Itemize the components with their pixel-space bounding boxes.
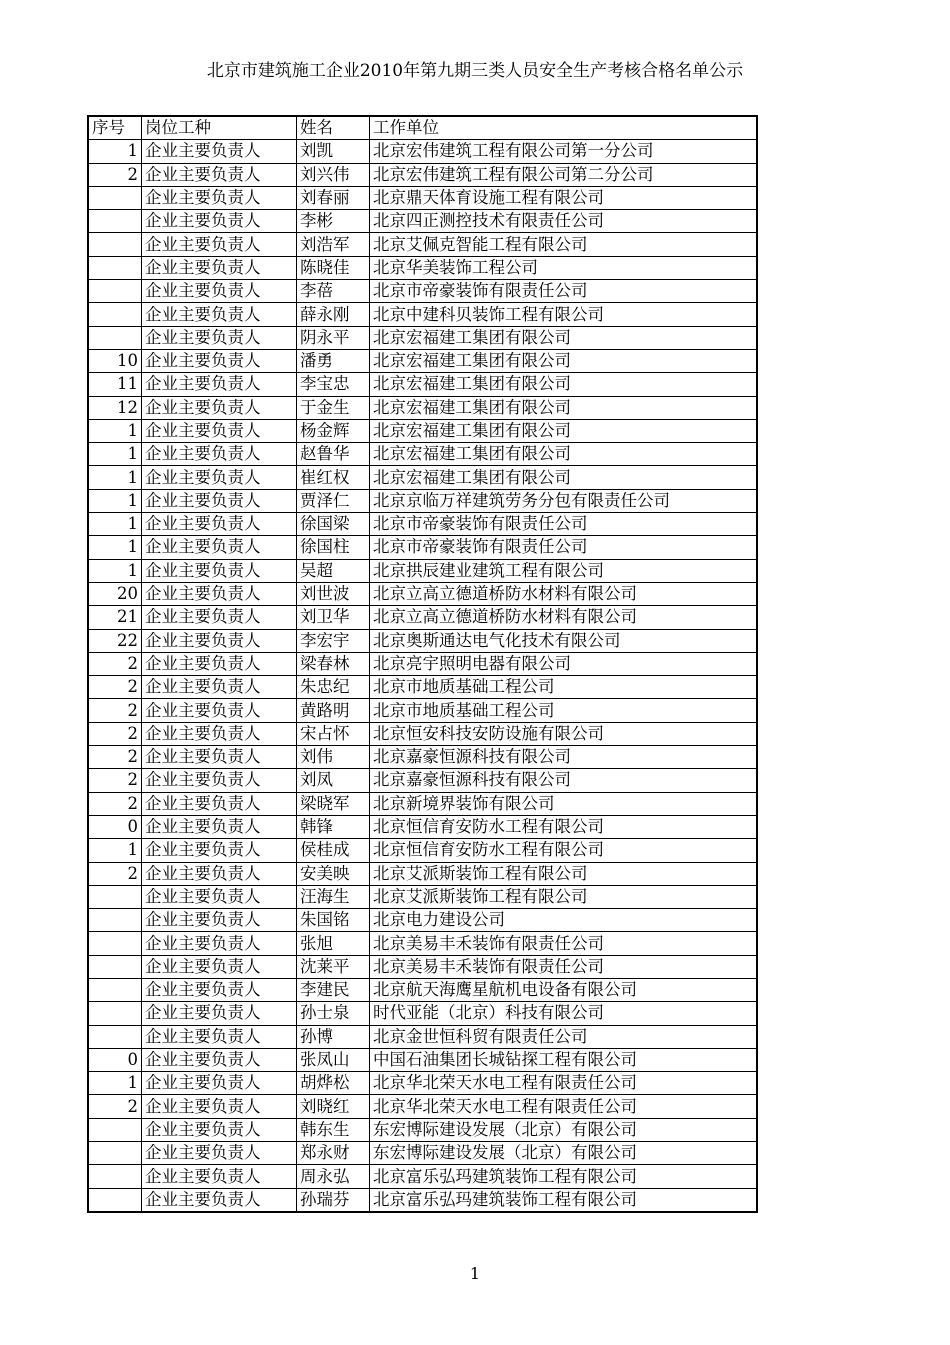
row-name: 刘世波: [297, 582, 370, 605]
table-header-row: [88, 116, 757, 140]
row-name: 徐国柱: [297, 536, 370, 559]
table-row: [88, 676, 757, 699]
table-row: [88, 536, 757, 559]
row-no: [88, 1165, 142, 1188]
row-position: 企业主要负责人: [142, 210, 297, 233]
row-name: 刘卫华: [297, 606, 370, 629]
row-no: [88, 256, 142, 279]
row-name: 潘勇: [297, 349, 370, 372]
row-name: 周永弘: [297, 1165, 370, 1188]
row-unit: 北京市帝豪装饰有限责任公司: [370, 536, 758, 559]
row-unit: 北京鼎天体育设施工程有限公司: [370, 186, 758, 209]
row-no: 2: [88, 676, 142, 699]
row-no: 1: [88, 1072, 142, 1095]
row-no: 1: [88, 443, 142, 466]
row-name: 安美映: [297, 862, 370, 885]
row-position: 企业主要负责人: [142, 186, 297, 209]
row-no: 2: [88, 862, 142, 885]
row-name: 贾泽仁: [297, 489, 370, 512]
row-unit: 北京宏伟建筑工程有限公司第二分公司: [370, 163, 758, 186]
row-no: [88, 1142, 142, 1165]
row-no: [88, 978, 142, 1001]
table-row: [88, 256, 757, 279]
row-position: 企业主要负责人: [142, 1118, 297, 1141]
table-row: [88, 746, 757, 769]
row-position: 企业主要负责人: [142, 792, 297, 815]
row-unit: 中国石油集团长城钻探工程有限公司: [370, 1048, 758, 1071]
row-unit: 北京富乐弘玛建筑装饰工程有限公司: [370, 1165, 758, 1188]
row-no: 22: [88, 629, 142, 652]
table-row: [88, 396, 757, 419]
row-name: 韩锋: [297, 815, 370, 838]
row-name: 宋占怀: [297, 722, 370, 745]
row-unit: 北京航天海鹰星航机电设备有限公司: [370, 978, 758, 1001]
row-unit: 北京电力建设公司: [370, 909, 758, 932]
document-title: 北京市建筑施工企业2010年第九期三类人员安全生产考核合格名单公示: [206, 61, 744, 81]
row-name: 刘晓红: [297, 1095, 370, 1118]
row-position: 企业主要负责人: [142, 629, 297, 652]
row-name: 李彬: [297, 210, 370, 233]
row-no: 1: [88, 513, 142, 536]
row-unit: 北京恒信育安防水工程有限公司: [370, 815, 758, 838]
row-unit: 北京嘉豪恒源科技有限公司: [370, 769, 758, 792]
row-position: 企业主要负责人: [142, 256, 297, 279]
row-unit: 北京艾派斯装饰工程有限公司: [370, 862, 758, 885]
row-no: 0: [88, 1048, 142, 1071]
row-no: [88, 1025, 142, 1048]
row-position: 企业主要负责人: [142, 396, 297, 419]
row-no: [88, 186, 142, 209]
row-position: 企业主要负责人: [142, 513, 297, 536]
row-position: 企业主要负责人: [142, 466, 297, 489]
row-name: 韩东生: [297, 1118, 370, 1141]
table-row: [88, 233, 757, 256]
row-unit: 北京市帝豪装饰有限责任公司: [370, 513, 758, 536]
row-unit: 北京华北荣天水电工程有限责任公司: [370, 1072, 758, 1095]
row-position: 企业主要负责人: [142, 652, 297, 675]
row-position: 企业主要负责人: [142, 326, 297, 349]
row-no: 2: [88, 769, 142, 792]
row-unit: 北京艾佩克智能工程有限公司: [370, 233, 758, 256]
row-position: 企业主要负责人: [142, 373, 297, 396]
row-position: 企业主要负责人: [142, 1048, 297, 1071]
row-unit: 北京华北荣天水电工程有限责任公司: [370, 1095, 758, 1118]
row-position: 企业主要负责人: [142, 1095, 297, 1118]
table-row: [88, 955, 757, 978]
row-position: 企业主要负责人: [142, 769, 297, 792]
table-row: [88, 349, 757, 372]
row-unit: 北京宏福建工集团有限公司: [370, 373, 758, 396]
row-position: 企业主要负责人: [142, 932, 297, 955]
row-position: 企业主要负责人: [142, 606, 297, 629]
table-row: [88, 210, 757, 233]
row-no: 2: [88, 746, 142, 769]
row-name: 李蓓: [297, 280, 370, 303]
row-unit: 北京金世恒科贸有限责任公司: [370, 1025, 758, 1048]
row-unit: 北京宏福建工集团有限公司: [370, 419, 758, 442]
table-row: [88, 1095, 757, 1118]
row-no: 12: [88, 396, 142, 419]
row-unit: 北京富乐弘玛建筑装饰工程有限公司: [370, 1188, 758, 1212]
row-name: 刘伟: [297, 746, 370, 769]
table-row: [88, 373, 757, 396]
row-name: 孙博: [297, 1025, 370, 1048]
row-position: 企业主要负责人: [142, 140, 297, 163]
row-no: 1: [88, 140, 142, 163]
row-name: 李建民: [297, 978, 370, 1001]
row-unit: 北京市帝豪装饰有限责任公司: [370, 280, 758, 303]
row-unit: 北京京临万祥建筑劳务分包有限责任公司: [370, 489, 758, 512]
row-position: 企业主要负责人: [142, 699, 297, 722]
row-no: [88, 885, 142, 908]
row-name: 张凤山: [297, 1048, 370, 1071]
table-row: [88, 699, 757, 722]
row-name: 刘兴伟: [297, 163, 370, 186]
table-row: [88, 862, 757, 885]
row-no: 1: [88, 489, 142, 512]
row-no: [88, 1188, 142, 1212]
row-no: 10: [88, 349, 142, 372]
row-no: [88, 233, 142, 256]
row-no: 2: [88, 699, 142, 722]
row-name: 梁晓军: [297, 792, 370, 815]
table-row: [88, 1002, 757, 1025]
table-row: [88, 1118, 757, 1141]
row-position: 企业主要负责人: [142, 303, 297, 326]
row-name: 刘凯: [297, 140, 370, 163]
header-no: 序号: [88, 116, 142, 140]
row-name: 吴超: [297, 559, 370, 582]
row-name: 胡烨松: [297, 1072, 370, 1095]
row-name: 朱忠纪: [297, 676, 370, 699]
table-row: [88, 932, 757, 955]
row-position: 企业主要负责人: [142, 1142, 297, 1165]
row-no: [88, 303, 142, 326]
row-no: [88, 280, 142, 303]
row-name: 阴永平: [297, 326, 370, 349]
table-row: [88, 326, 757, 349]
row-position: 企业主要负责人: [142, 559, 297, 582]
row-unit: 北京奥斯通达电气化技术有限公司: [370, 629, 758, 652]
row-no: 2: [88, 163, 142, 186]
row-position: 企业主要负责人: [142, 1072, 297, 1095]
row-unit: 北京市地质基础工程公司: [370, 699, 758, 722]
row-unit: 北京宏福建工集团有限公司: [370, 326, 758, 349]
row-no: 2: [88, 792, 142, 815]
row-position: 企业主要负责人: [142, 233, 297, 256]
table-row: [88, 815, 757, 838]
page-number: 1: [469, 1264, 481, 1283]
header-name: 姓名: [297, 116, 370, 140]
row-name: 于金生: [297, 396, 370, 419]
row-name: 孙瑞芬: [297, 1188, 370, 1212]
table-row: [88, 466, 757, 489]
row-unit: 北京美易丰禾装饰有限责任公司: [370, 955, 758, 978]
row-position: 企业主要负责人: [142, 955, 297, 978]
table-row: [88, 978, 757, 1001]
table-row: [88, 1048, 757, 1071]
row-unit: 北京四正测控技术有限责任公司: [370, 210, 758, 233]
row-no: 1: [88, 559, 142, 582]
row-name: 陈晓佳: [297, 256, 370, 279]
row-position: 企业主要负责人: [142, 419, 297, 442]
table-row: [88, 443, 757, 466]
row-position: 企业主要负责人: [142, 885, 297, 908]
row-no: 2: [88, 652, 142, 675]
table-row: [88, 792, 757, 815]
table-row: [88, 489, 757, 512]
row-position: 企业主要负责人: [142, 280, 297, 303]
row-unit: 北京嘉豪恒源科技有限公司: [370, 746, 758, 769]
row-no: 0: [88, 815, 142, 838]
row-position: 企业主要负责人: [142, 862, 297, 885]
table-row: [88, 140, 757, 163]
table-row: [88, 1025, 757, 1048]
row-no: [88, 210, 142, 233]
row-name: 黄路明: [297, 699, 370, 722]
row-no: 21: [88, 606, 142, 629]
row-position: 企业主要负责人: [142, 746, 297, 769]
row-position: 企业主要负责人: [142, 839, 297, 862]
row-position: 企业主要负责人: [142, 536, 297, 559]
row-name: 汪海生: [297, 885, 370, 908]
row-name: 刘浩军: [297, 233, 370, 256]
row-unit: 北京拱辰建业建筑工程有限公司: [370, 559, 758, 582]
row-no: [88, 932, 142, 955]
row-position: 企业主要负责人: [142, 676, 297, 699]
row-no: 2: [88, 1095, 142, 1118]
row-unit: 北京恒安科技安防设施有限公司: [370, 722, 758, 745]
row-unit: 北京艾派斯装饰工程有限公司: [370, 885, 758, 908]
row-unit: 北京立高立德道桥防水材料有限公司: [370, 582, 758, 605]
row-position: 企业主要负责人: [142, 1025, 297, 1048]
table-row: [88, 419, 757, 442]
row-position: 企业主要负责人: [142, 1165, 297, 1188]
table-row: [88, 303, 757, 326]
row-unit: 北京华美装饰工程公司: [370, 256, 758, 279]
row-no: 11: [88, 373, 142, 396]
row-unit: 北京宏伟建筑工程有限公司第一分公司: [370, 140, 758, 163]
row-position: 企业主要负责人: [142, 443, 297, 466]
row-unit: 北京恒信育安防水工程有限公司: [370, 839, 758, 862]
row-no: [88, 326, 142, 349]
row-position: 企业主要负责人: [142, 1002, 297, 1025]
row-unit: 北京美易丰禾装饰有限责任公司: [370, 932, 758, 955]
table-row: [88, 606, 757, 629]
table-row: [88, 769, 757, 792]
row-unit: 北京宏福建工集团有限公司: [370, 349, 758, 372]
row-unit: 北京市地质基础工程公司: [370, 676, 758, 699]
row-no: [88, 1002, 142, 1025]
row-no: 1: [88, 536, 142, 559]
row-name: 李宝忠: [297, 373, 370, 396]
row-no: 1: [88, 419, 142, 442]
row-unit: 北京宏福建工集团有限公司: [370, 443, 758, 466]
table-row: [88, 722, 757, 745]
table-row: [88, 1188, 757, 1212]
table-row: [88, 186, 757, 209]
row-no: 1: [88, 466, 142, 489]
header-position: 岗位工种: [142, 116, 297, 140]
header-unit: 工作单位: [370, 116, 758, 140]
row-position: 企业主要负责人: [142, 163, 297, 186]
table-row: [88, 559, 757, 582]
row-unit: 东宏博际建设发展（北京）有限公司: [370, 1142, 758, 1165]
row-unit: 北京亮宇照明电器有限公司: [370, 652, 758, 675]
row-position: 企业主要负责人: [142, 489, 297, 512]
row-unit: 时代亚能（北京）科技有限公司: [370, 1002, 758, 1025]
row-no: 1: [88, 839, 142, 862]
row-position: 企业主要负责人: [142, 909, 297, 932]
row-name: 李宏宇: [297, 629, 370, 652]
row-name: 刘凤: [297, 769, 370, 792]
table-row: [88, 652, 757, 675]
row-position: 企业主要负责人: [142, 815, 297, 838]
qualified-personnel-table: [87, 115, 758, 1213]
row-unit: 东宏博际建设发展（北京）有限公司: [370, 1118, 758, 1141]
table-row: [88, 1142, 757, 1165]
row-unit: 北京新境界装饰有限公司: [370, 792, 758, 815]
row-no: [88, 1118, 142, 1141]
row-name: 刘春丽: [297, 186, 370, 209]
row-name: 张旭: [297, 932, 370, 955]
row-position: 企业主要负责人: [142, 349, 297, 372]
table-row: [88, 909, 757, 932]
row-position: 企业主要负责人: [142, 722, 297, 745]
row-name: 薛永刚: [297, 303, 370, 326]
table-row: [88, 629, 757, 652]
table-row: [88, 885, 757, 908]
row-unit: 北京宏福建工集团有限公司: [370, 466, 758, 489]
row-no: [88, 909, 142, 932]
row-name: 赵鲁华: [297, 443, 370, 466]
row-name: 崔红权: [297, 466, 370, 489]
row-no: 2: [88, 722, 142, 745]
row-unit: 北京宏福建工集团有限公司: [370, 396, 758, 419]
row-unit: 北京立高立德道桥防水材料有限公司: [370, 606, 758, 629]
row-name: 朱国铭: [297, 909, 370, 932]
row-no: [88, 955, 142, 978]
table-row: [88, 163, 757, 186]
table-row: [88, 513, 757, 536]
row-name: 郑永财: [297, 1142, 370, 1165]
row-name: 沈莱平: [297, 955, 370, 978]
table-row: [88, 1072, 757, 1095]
row-name: 杨金辉: [297, 419, 370, 442]
row-position: 企业主要负责人: [142, 582, 297, 605]
row-unit: 北京中建科贝装饰工程有限公司: [370, 303, 758, 326]
row-name: 梁春林: [297, 652, 370, 675]
table-row: [88, 1165, 757, 1188]
row-name: 孙士泉: [297, 1002, 370, 1025]
table-row: [88, 280, 757, 303]
table-row: [88, 839, 757, 862]
row-position: 企业主要负责人: [142, 978, 297, 1001]
row-name: 徐国梁: [297, 513, 370, 536]
table-row: [88, 582, 757, 605]
row-no: 20: [88, 582, 142, 605]
row-name: 侯桂成: [297, 839, 370, 862]
row-position: 企业主要负责人: [142, 1188, 297, 1212]
